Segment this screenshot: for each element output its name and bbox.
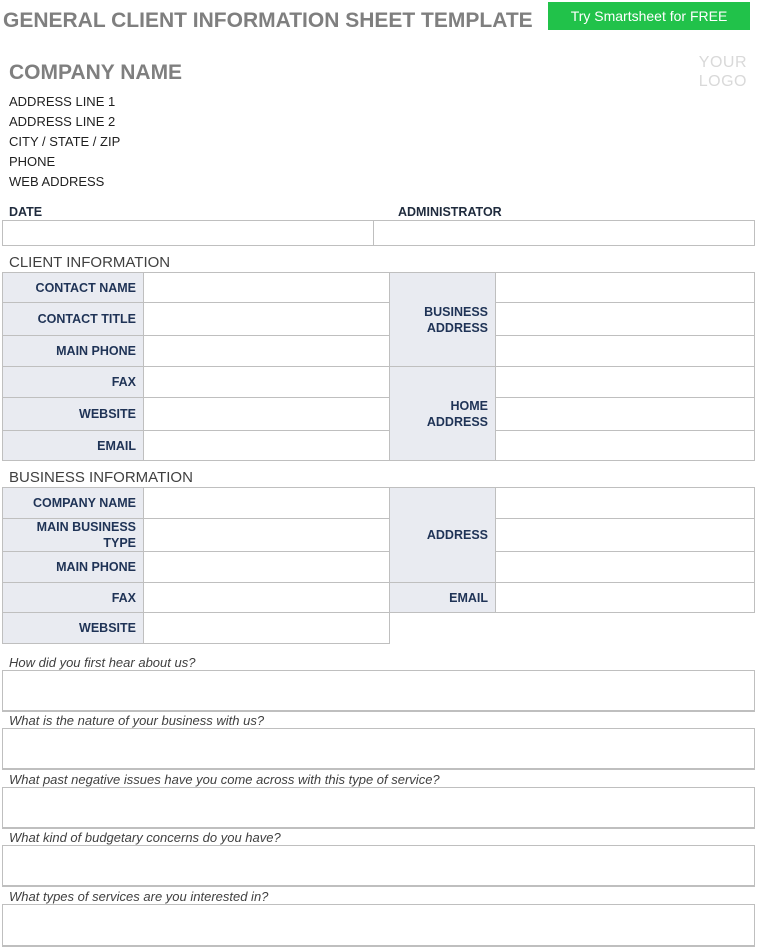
answer-4-field[interactable] (2, 845, 755, 887)
website-field[interactable] (143, 397, 390, 431)
business-address-field-1[interactable] (495, 272, 755, 303)
contact-title-label: CONTACT TITLE (2, 302, 144, 336)
answer-2-field[interactable] (2, 728, 755, 770)
business-company-name-field[interactable] (143, 487, 390, 519)
contact-name-label: CONTACT NAME (2, 272, 144, 303)
logo-line-1: YOUR (698, 54, 747, 71)
web-address: WEB ADDRESS (9, 174, 105, 189)
try-smartsheet-button[interactable]: Try Smartsheet for FREE (548, 2, 750, 30)
address-line-1: ADDRESS LINE 1 (9, 94, 116, 109)
city-state-zip: CITY / STATE / ZIP (9, 134, 121, 149)
logo-placeholder (699, 53, 747, 91)
contact-name-field[interactable] (143, 272, 390, 303)
business-email-label: EMAIL (389, 582, 496, 613)
answer-3-field[interactable] (2, 787, 755, 829)
fax-field[interactable] (143, 366, 390, 398)
business-address-label-2: ADDRESS (389, 487, 496, 583)
company-name: COMPANY NAME (9, 61, 183, 84)
answer-1-field[interactable] (2, 670, 755, 712)
home-address-field-2[interactable] (495, 397, 755, 431)
home-address-field-1[interactable] (495, 366, 755, 398)
administrator-label: ADMINISTRATOR (398, 205, 502, 219)
main-business-type-field[interactable] (143, 518, 390, 552)
business-address-line-1-field[interactable] (495, 487, 755, 519)
home-address-field-3[interactable] (495, 430, 755, 461)
home-address-label: HOME ADDRESS (389, 366, 496, 461)
question-5: What types of services are you interested in? (9, 889, 269, 904)
logo-line-2: LOGO (698, 73, 747, 90)
date-label: DATE (9, 205, 43, 219)
main-business-type-label: MAIN BUSINESS TYPE (2, 518, 144, 552)
business-website-label: WEBSITE (2, 612, 144, 644)
question-4: What kind of budgetary concerns do you have? (9, 830, 281, 845)
client-information-heading: CLIENT INFORMATION (9, 254, 171, 271)
business-email-field[interactable] (495, 582, 755, 613)
business-fax-label: FAX (2, 582, 144, 613)
business-main-phone-label: MAIN PHONE (2, 551, 144, 583)
fax-label: FAX (2, 366, 144, 398)
business-information-heading: BUSINESS INFORMATION (9, 469, 193, 486)
question-2: What is the nature of your business with us? (9, 713, 265, 728)
business-main-phone-field[interactable] (143, 551, 390, 583)
email-field[interactable] (143, 430, 390, 461)
business-address-line-3-field[interactable] (495, 551, 755, 583)
website-label: WEBSITE (2, 397, 144, 431)
page-title: GENERAL CLIENT INFORMATION SHEET TEMPLATE (3, 9, 533, 32)
main-phone-label: MAIN PHONE (2, 335, 144, 367)
phone: PHONE (9, 154, 56, 169)
business-address-field-3[interactable] (495, 335, 755, 367)
question-1: How did you first hear about us? (9, 655, 196, 670)
contact-title-field[interactable] (143, 302, 390, 336)
business-address-line-2-field[interactable] (495, 518, 755, 552)
address-line-2: ADDRESS LINE 2 (9, 114, 116, 129)
administrator-field[interactable] (373, 220, 755, 246)
business-address-label: BUSINESS ADDRESS (389, 272, 496, 367)
business-fax-field[interactable] (143, 582, 390, 613)
email-label: EMAIL (2, 430, 144, 461)
main-phone-field[interactable] (143, 335, 390, 367)
answer-5-field[interactable] (2, 904, 755, 947)
business-website-field[interactable] (143, 612, 390, 644)
date-field[interactable] (2, 220, 374, 246)
business-company-name-label: COMPANY NAME (2, 487, 144, 519)
question-3: What past negative issues have you come across with this type of service? (9, 772, 440, 787)
business-address-field-2[interactable] (495, 302, 755, 336)
